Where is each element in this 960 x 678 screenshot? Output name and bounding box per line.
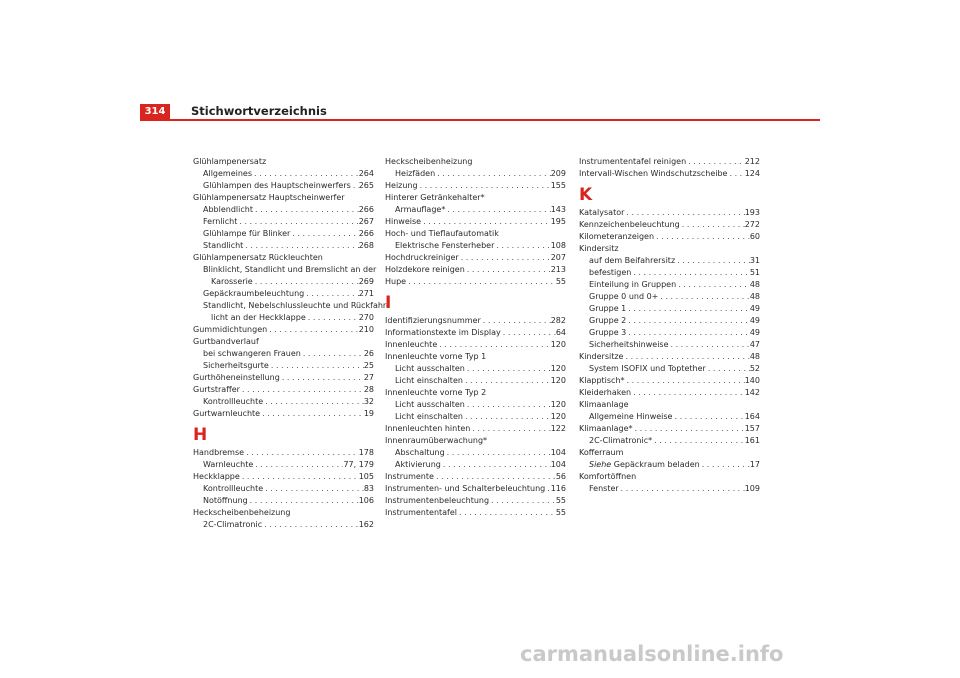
- index-subentry: befestigen . . . 51: [579, 267, 760, 279]
- index-entry: Komfortöffnen: [579, 472, 637, 481]
- index-entry: Klimaanlage* . . . 157: [579, 423, 760, 435]
- index-subentry: Einteilung in Gruppen . . . 48: [579, 279, 760, 291]
- watermark: carmanualsonline.info: [520, 642, 784, 666]
- index-subentry: 2C-Climatronic* . . . 161: [579, 435, 760, 447]
- index-subentry: bei schwangeren Frauen . . . 26: [193, 348, 374, 360]
- index-subentry: Fernlicht . . . 267: [193, 216, 374, 228]
- header-rule: [140, 119, 820, 121]
- index-entry: Kindersitz: [579, 244, 619, 253]
- index-entry: Identifizierungsnummer . . . 282: [385, 315, 566, 327]
- index-subentry: Glühlampe für Blinker . . . 266: [193, 228, 374, 240]
- index-subentry: Kontrollleuchte . . . 83: [193, 483, 374, 495]
- index-subentry: Aktivierung . . . 104: [385, 459, 566, 471]
- index-subentry: Licht einschalten . . . 120: [385, 411, 566, 423]
- index-subentry: Licht einschalten . . . 120: [385, 375, 566, 387]
- index-entry: Gurtbandverlauf: [193, 337, 259, 346]
- index-entry: Holzdekore reinigen . . . 213: [385, 264, 566, 276]
- index-entry: Innenleuchten hinten . . . 122: [385, 423, 566, 435]
- index-entry: Kindersitze . . . 48: [579, 351, 760, 363]
- index-entry: Innenleuchte vorne Typ 2: [385, 388, 487, 397]
- index-entry: Informationstexte im Display . . . 64: [385, 327, 566, 339]
- index-entry: Heizung . . . 155: [385, 180, 566, 192]
- index-subentry: Licht ausschalten . . . 120: [385, 399, 566, 411]
- index-entry: Gurtstraffer . . . 28: [193, 384, 374, 396]
- index-subentry: Sicherheitshinweise . . . 47: [579, 339, 760, 351]
- index-subentry: System ISOFIX und Toptether . . . 52: [579, 363, 760, 375]
- index-subentry: Kontrollleuchte . . . 32: [193, 396, 374, 408]
- index-entry: Instrumententafel . . . 55: [385, 507, 566, 519]
- index-entry: Hupe . . . 55: [385, 276, 566, 288]
- index-entry: Innenraumüberwachung*: [385, 436, 488, 445]
- index-entry: Heckklappe . . . 105: [193, 471, 374, 483]
- index-entry: Handbremse . . . 178: [193, 447, 374, 459]
- index-entry: Glühlampenersatz Hauptscheinwerfer: [193, 193, 345, 202]
- index-entry: Hinterer Getränkehalter*: [385, 193, 485, 202]
- index-subentry: Gruppe 2 . . . 49: [579, 315, 760, 327]
- index-entry: Kleiderhaken . . . 142: [579, 387, 760, 399]
- index-subentry: Standlicht . . . 268: [193, 240, 374, 252]
- index-subentry: Allgemeines . . . 264: [193, 168, 374, 180]
- index-subentry: Abschaltung . . . 104: [385, 447, 566, 459]
- index-column-1: [193, 156, 389, 531]
- section-letter-h: H: [193, 425, 208, 445]
- index-column-3: [579, 156, 760, 495]
- index-entry: Heckscheibenheizung: [385, 157, 473, 166]
- index-entry: Heckscheibenbeheizung: [193, 508, 291, 517]
- index-subentry: Armauflage* . . . 143: [385, 204, 566, 216]
- index-subentry: Abblendlicht . . . 266: [193, 204, 374, 216]
- index-subentry: Fenster . . . 109: [579, 483, 760, 495]
- index-entry: Kofferraum: [579, 448, 624, 457]
- index-entry: Hinweise . . . 195: [385, 216, 566, 228]
- index-subentry: 2C-Climatronic . . . 162: [193, 519, 374, 531]
- index-entry: Glühlampenersatz: [193, 157, 267, 166]
- index-entry: Glühlampenersatz Rückleuchten: [193, 253, 323, 262]
- index-entry: Intervall-Wischen Windschutzscheibe . . . 124: [579, 168, 760, 180]
- index-subentry: Siehe Gepäckraum beladen . . . 17: [579, 459, 760, 471]
- section-letter-k: K: [579, 185, 593, 205]
- index-subentry: Blinklicht, Standlicht und Bremslicht an der: [203, 265, 377, 274]
- index-subentry: Standlicht, Nebelschlussleuchte und Rückfahr-: [203, 301, 389, 310]
- index-subentry: Warnleuchte . . . 77, 179: [193, 459, 374, 471]
- index-entry: Instrumententafel reinigen . . . 212: [579, 156, 760, 168]
- index-subentry: licht an der Heckklappe . . . 270: [193, 312, 374, 324]
- page-title: Stichwortverzeichnis: [191, 104, 327, 118]
- index-subentry: Gruppe 1 . . . 49: [579, 303, 760, 315]
- index-entry: Kennzeichenbeleuchtung . . . 272: [579, 219, 760, 231]
- index-entry: Instrumenten- und Schalterbeleuchtung . . . 116: [385, 483, 566, 495]
- page-number: 314: [140, 104, 170, 119]
- see-reference: Siehe: [589, 460, 612, 469]
- index-entry: Instrumentenbeleuchtung . . . 55: [385, 495, 566, 507]
- index-subentry: Heizfäden . . . 209: [385, 168, 566, 180]
- index-subentry: Notöffnung . . . 106: [193, 495, 374, 507]
- index-entry: Gurthöheneinstellung . . . 27: [193, 372, 374, 384]
- index-subentry: Gruppe 0 und 0+ . . . 48: [579, 291, 760, 303]
- index-subentry: Gruppe 3 . . . 49: [579, 327, 760, 339]
- section-letter-i: I: [385, 293, 392, 313]
- index-entry: Innenleuchte vorne Typ 1: [385, 352, 487, 361]
- index-subentry: Sicherheitsgurte . . . 25: [193, 360, 374, 372]
- index-entry: Kilometeranzeigen . . . 60: [579, 231, 760, 243]
- index-subentry: Elektrische Fensterheber . . . 108: [385, 240, 566, 252]
- index-column-2: [385, 156, 566, 519]
- index-entry: Hoch- und Tieflaufautomatik: [385, 229, 499, 238]
- index-entry: Klapptisch* . . . 140: [579, 375, 760, 387]
- index-entry: Hochdruckreiniger . . . 207: [385, 252, 566, 264]
- index-subentry: Allgemeine Hinweise . . . 164: [579, 411, 760, 423]
- index-subentry: auf dem Beifahrersitz . . . 31: [579, 255, 760, 267]
- index-subentry: Gepäckraumbeleuchtung . . . 271: [193, 288, 374, 300]
- index-entry: Katalysator . . . 193: [579, 207, 760, 219]
- index-subentry: Glühlampen des Hauptscheinwerfers . . . 265: [193, 180, 374, 192]
- index-entry: Gurtwarnleuchte . . . 19: [193, 408, 374, 420]
- index-entry: Innenleuchte . . . 120: [385, 339, 566, 351]
- index-entry: Gummidichtungen . . . 210: [193, 324, 374, 336]
- index-subentry: Licht ausschalten . . . 120: [385, 363, 566, 375]
- index-entry: Klimaanlage: [579, 400, 629, 409]
- index-entry: Instrumente . . . 56: [385, 471, 566, 483]
- index-subentry: Karosserie . . . 269: [193, 276, 374, 288]
